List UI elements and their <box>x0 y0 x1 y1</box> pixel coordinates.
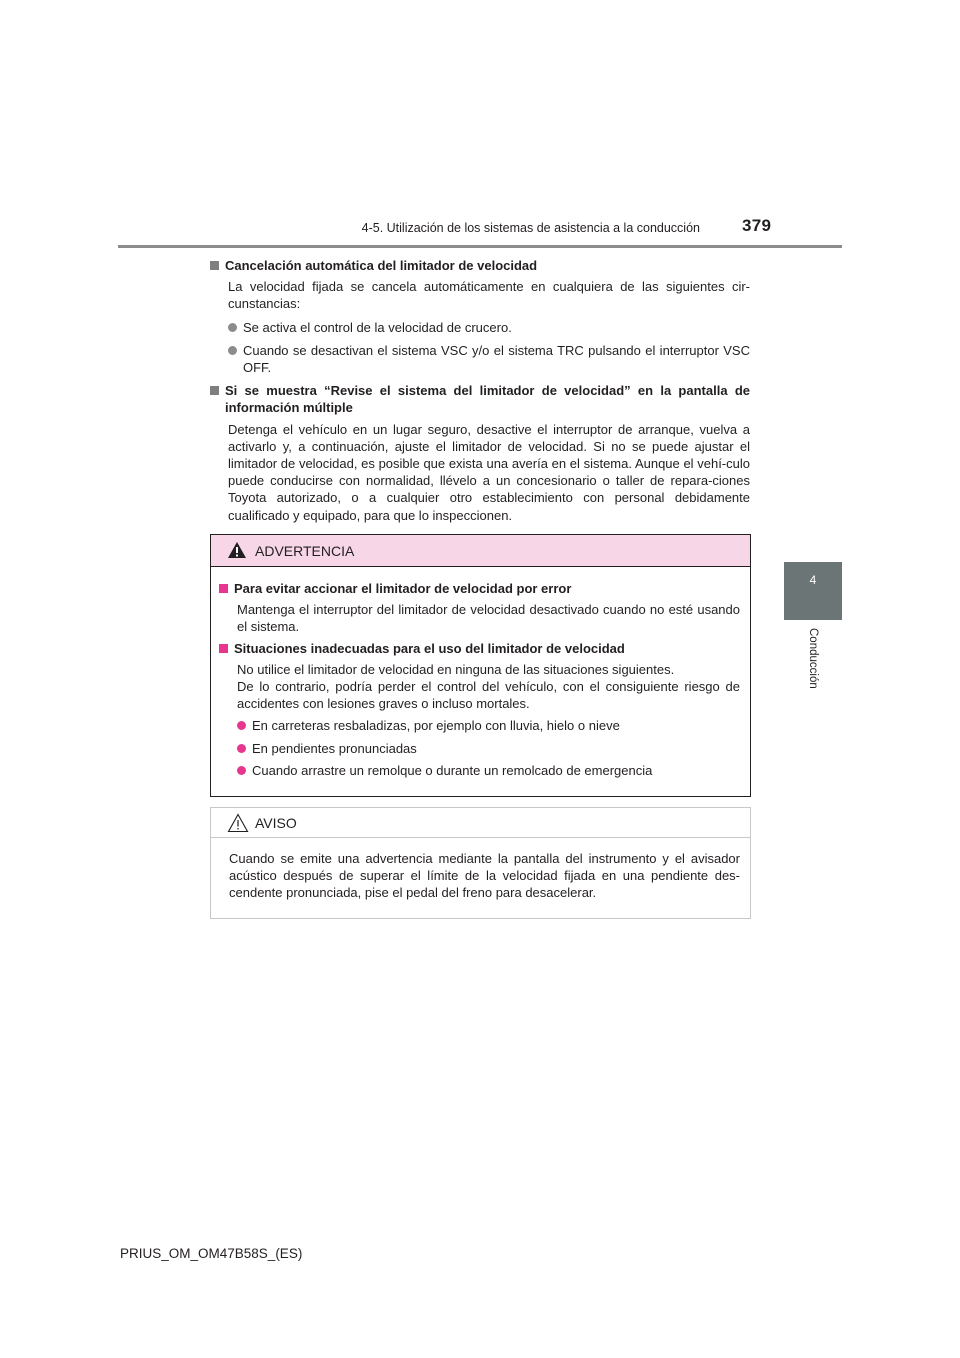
warning-box <box>210 534 751 797</box>
warning-body <box>211 567 750 779</box>
chapter-label: Conducción <box>807 628 819 689</box>
list-item <box>228 319 750 336</box>
section-heading-text: Cancelación automática del limitador de velocidad <box>225 258 538 273</box>
round-bullet-icon <box>237 766 246 775</box>
section-paragraph: Detenga el vehículo en un lugar seguro, desactive el interruptor de arranque, vuelva a activarlo y, a continuación, ajuste el limitador de velocidad. Si no se puede ajustar el limitador de velocidad, es posible que exista una avería en el sistema. Aunque el vehí-culo puede conducirse con normalidad, llévelo a un concesionario o taller de repara-ciones Toyota autorizado, o a cualquier otro establecimiento con personal debidamente cualificado y equipado, para que lo inspeccionen. <box>228 421 750 523</box>
warning-header <box>211 535 750 567</box>
notice-box <box>210 807 751 919</box>
list-item <box>237 717 740 734</box>
square-bullet-icon <box>219 644 228 653</box>
warning-item-text: De lo contrario, podría perder el control del vehículo, con el consiguiente riesgo de accidentes con lesiones graves o incluso mortales. <box>237 679 740 712</box>
notice-header <box>211 808 750 838</box>
notice-text: Cuando se emite una advertencia mediante la pantalla del instrumento y el avisador acústico después de superar el límite de la velocidad fijada en una pendiente des-cendente pronunciada, pise el pedal del freno para desacelerar. <box>229 851 740 901</box>
list-item <box>237 740 740 757</box>
round-bullet-icon <box>228 323 237 332</box>
chapter-tab <box>784 562 842 620</box>
list-item-text: En carreteras resbaladizas, por ejemplo con lluvia, hielo o nieve <box>252 718 620 734</box>
notice-title: AVISO <box>255 815 297 831</box>
section-paragraph: La velocidad fijada se cancela automáticamente en cualquiera de las siguientes cir-cunstancias: <box>228 279 750 312</box>
round-bullet-icon <box>237 744 246 753</box>
section-heading <box>210 257 750 274</box>
footer-code: PRIUS_OM_OM47B58S_(ES) <box>120 1246 303 1261</box>
square-bullet-icon <box>210 261 219 270</box>
chapter-number: 4 <box>809 573 817 587</box>
list-item <box>228 342 750 376</box>
warning-item-heading <box>219 640 740 657</box>
header-divider <box>118 245 842 248</box>
section-heading <box>210 382 750 416</box>
chapter-label-wrap <box>778 628 848 698</box>
square-bullet-icon <box>210 386 219 395</box>
list-item-text: Se activa el control de la velocidad de crucero. <box>243 319 512 335</box>
warning-item-heading-text: Situaciones inadecuadas para el uso del limitador de velocidad <box>234 640 625 656</box>
warning-item-heading-text: Para evitar accionar el limitador de velocidad por error <box>234 581 572 596</box>
warning-triangle-icon <box>227 541 247 559</box>
page-number: 379 <box>742 216 772 235</box>
caution-triangle-icon <box>227 813 249 833</box>
square-bullet-icon <box>219 584 228 593</box>
warning-title: ADVERTENCIA <box>255 543 355 559</box>
header-title: 4-5. Utilización de los sistemas de asistencia a la conducción <box>361 221 700 235</box>
round-bullet-icon <box>237 721 246 730</box>
section-heading-text: Si se muestra “Revise el sistema del limitador de velocidad” en la pantalla de información múltiple <box>225 383 750 416</box>
list-item-text: En pendientes pronunciadas <box>252 740 417 756</box>
main-content <box>210 254 750 524</box>
list-item <box>237 762 740 779</box>
warning-item-text: Mantenga el interruptor del limitador de velocidad desactivado cuando no esté usando el sistema. <box>237 602 740 635</box>
round-bullet-icon <box>228 346 237 355</box>
list-item-text: Cuando se desactivan el sistema VSC y/o el sistema TRC pulsando el interruptor VSC OFF. <box>243 342 750 376</box>
warning-item-heading <box>219 580 740 597</box>
warning-item-text: No utilice el limitador de velocidad en ninguna de las situaciones siguientes. <box>237 661 675 677</box>
list-item-text: Cuando arrastre un remolque o durante un remolcado de emergencia <box>252 762 653 778</box>
